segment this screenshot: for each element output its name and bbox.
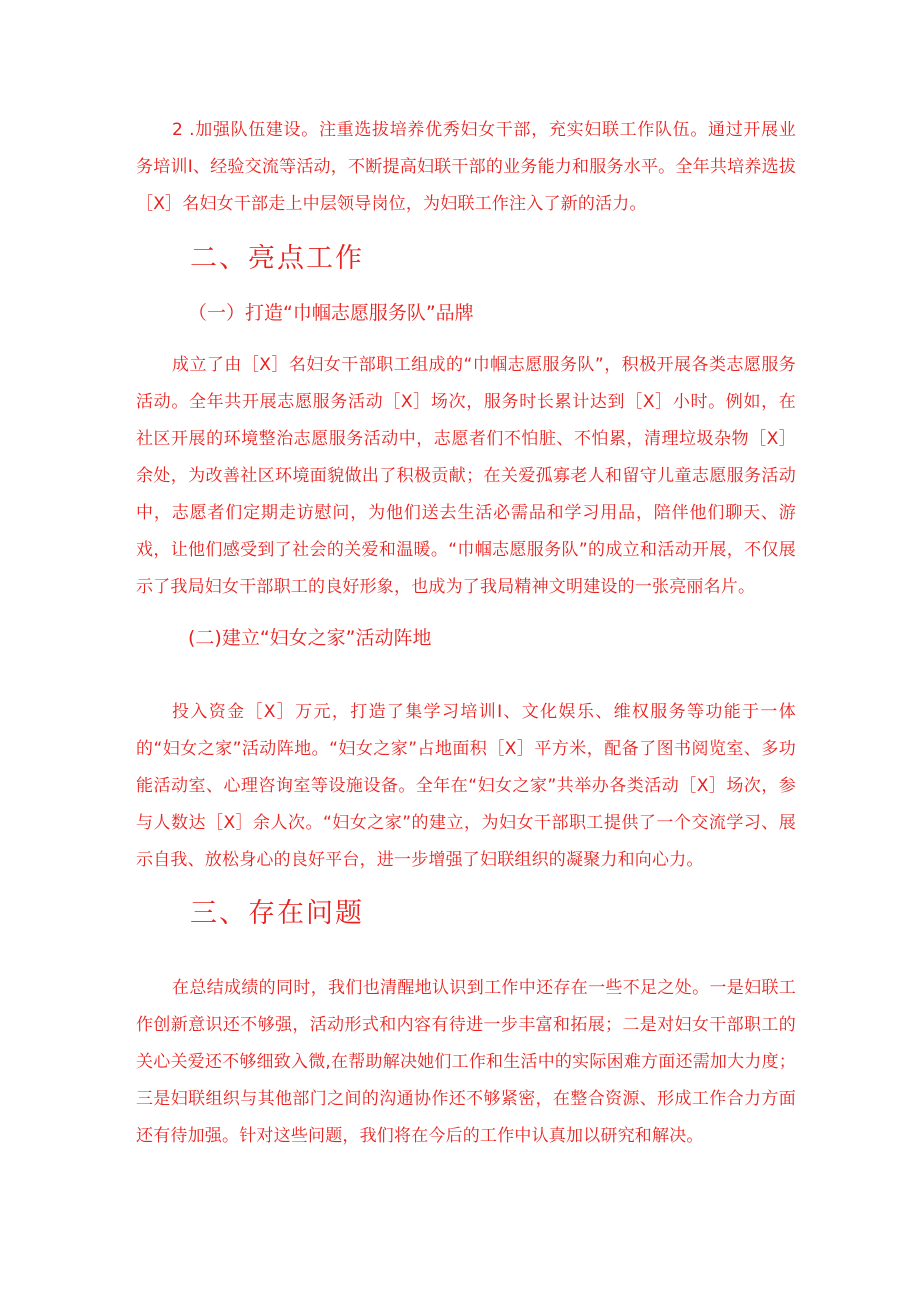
paragraph-problems: 在总结成绩的同时，我们也清醒地认识到工作中还存在一些不足之处。一是妇联工作创新意识还不够强，活动形式和内容有待进一步丰富和拓展；二是对妇女干部职工的关心关爱还不够细致入微,在帮助解决她们工作和生活中的实际困难方面还需加大力度；三是妇联组织与其他部门之间的沟通协作还不够紧密，在整合资源、形成工作合力方面还有待加强。针对这些问题，我们将在今后的工作中认真加以研究和解决。 bbox=[136, 978, 796, 1146]
subsection-heading-volunteer-brand: （一）打造“巾帼志愿服务队”品牌 bbox=[188, 302, 474, 324]
subsection-heading-women-home: (二)建立“妇女之家”活动阵地 bbox=[188, 627, 432, 649]
section-heading-highlights: 二、亮点工作 bbox=[190, 243, 364, 274]
section-heading-problems: 三、存在问题 bbox=[190, 898, 364, 929]
paragraph-volunteer-team: 成立了由［X］名妇女干部职工组成的“巾帼志愿服务队”，积极开展各类志愿服务活动。全年共开展志愿服务活动［X］场次，服务时长累计达到［X］小时。例如，在社区开展的环境整治志愿服务活动中，志愿者们不怕脏、不怕累，清理垃圾杂物［X］余处，为改善社区环境面貌做出了积极贡献；在关爱孤寡老人和留守儿童志愿服务活动中，志愿者们定期走访慰问，为他们送去生活必需品和学习用品，陪伴他们聊天、游戏，让他们感受到了社会的关爱和温暖。“巾帼志愿服务队”的成立和活动开展，不仅展示了我局妇女干部职工的良好形象，也成为了我局精神文明建设的一张亮丽名片。 bbox=[136, 355, 796, 597]
paragraph-women-home: 投入资金［X］万元，打造了集学习培训I、文化娱乐、维权服务等功能于一体的“妇女之家”活动阵地。“妇女之家”占地面积［X］平方米，配备了图书阅览室、多功能活动室、心理咨询室等设施设备。全年在“妇女之家”共举办各类活动［X］场次，参与人数达［X］余人次。“妇女之家”的建立，为妇女干部职工提供了一个交流学习、展示自我、放松身心的良好平台，进一步增强了妇联组织的凝聚力和向心力。 bbox=[136, 702, 796, 870]
paragraph-team-building: 2 .加强队伍建设。注重选拔培养优秀妇女干部，充实妇联工作队伍。通过开展业务培训I、经验交流等活动，不断提高妇联干部的业务能力和服务水平。全年共培养选拔［X］名妇女干部走上中层领导岗位，为妇联工作注入了新的活力。 bbox=[136, 120, 796, 214]
